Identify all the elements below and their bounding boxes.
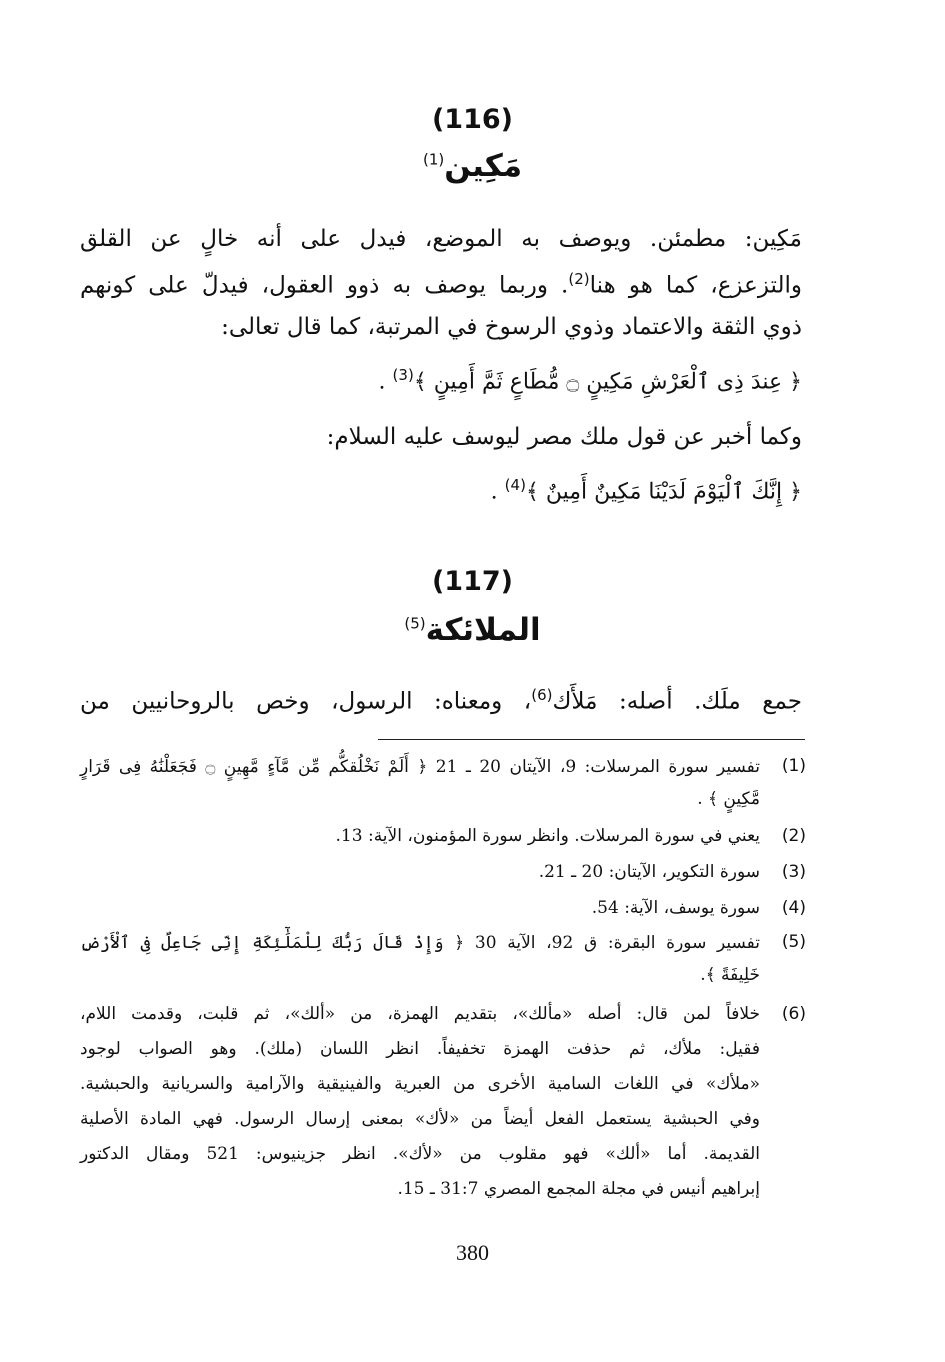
footnote-number: (2) <box>781 826 806 846</box>
footnote-ref: (2) <box>568 270 590 288</box>
footnote-line: خلافاً لمن قال: أصله «مألك»، بتقديم الهمزة، من «ألك»، ثم قلبت، وقدمت اللام، <box>80 1004 760 1024</box>
body-text-line: مَكِين: مطمئن. ويوصف به الموضع، فيدل على أنه خالٍ عن القلق <box>80 226 802 252</box>
body-text-fragment: جمع ملَك. أصله: مَلأَك <box>552 688 803 715</box>
body-text-line: ذوي الثقة والاعتماد وذوي الرسوخ في المرتبة، كما قال تعالى: <box>221 314 802 340</box>
body-text-line <box>80 686 802 715</box>
body-text-line: وكما أخبر عن قول ملك مصر ليوسف عليه السلام: <box>326 424 802 450</box>
footnote-number: (4) <box>781 898 806 918</box>
footnote-line: وفي الحبشية يستعمل الفعل أيضاً من «لأك» بمعنى إرسال الرسول. فهي المادة الأصلية <box>80 1109 760 1129</box>
body-text-fragment: ، ومعناه: الرسول، وخص بالروحانيين من <box>80 688 532 715</box>
footnote-line: سورة يوسف، الآية: 54. <box>591 898 760 918</box>
entry-title-text: الملائكة <box>425 612 541 648</box>
footnote-line: يعني في سورة المرسلات. وانظر سورة المؤمنون، الآية: 13. <box>335 826 760 846</box>
verse-end: . <box>490 479 498 505</box>
footnote-line: تفسير سورة البقرة: ق 92، الآية 30 ﴿ وَإِذْ قَالَ رَبُّكَ لِلْمَلَٰٓئِكَةِ إِنِّى جَاعِلٌ فِى ٱلْأَرْضِ <box>80 933 761 953</box>
footnote-line: إبراهيم أنيس في مجلة المجمع المصري 31:7 ـ 15. <box>397 1179 760 1199</box>
footnote-line: مَّكِينٍ ﴾ . <box>697 789 760 809</box>
entry-number-116: (116) <box>431 104 514 135</box>
footnote-number: (3) <box>781 862 806 882</box>
body-text-fragment: . وربما يوصف به ذوو العقول، فيدلّ على كونهم <box>80 272 569 299</box>
footnote-number: (6) <box>781 1004 806 1024</box>
footnote-line: سورة التكوير، الآيتان: 20 ـ 21. <box>538 862 760 882</box>
footnote-ref: (5) <box>404 614 426 633</box>
verse-text: ﴿ إِنَّكَ ٱلْيَوْمَ لَدَيْنَا مَكِينٌ أَمِينٌ ﴾ <box>525 479 802 505</box>
footnote-line: فقيل: ملأك، ثم حذفت الهمزة تخفيفاً. انظر اللسان (ملك). وهو الصواب لوجود <box>80 1039 760 1059</box>
quran-verse <box>80 366 802 394</box>
verse-end: . <box>378 369 386 395</box>
footnote-ref: (6) <box>531 686 553 704</box>
footnote-line: «ملأك» في اللغات السامية الأخرى من العبرية والفينيقية والآرامية والسريانية والحبشية. <box>80 1074 760 1094</box>
footnote-line: تفسير سورة المرسلات: 9، الآيتان 20 ـ 21 ﴿ أَلَمْ نَخْلُقكُّم مِّن مَّآءٍ مَّهِينٍ ۝ فَجَعَلْنَٰهُ فِى قَرَارٍ <box>80 757 761 777</box>
page-number: 380 <box>456 1240 489 1265</box>
footnote-number: (5) <box>781 932 806 952</box>
footnote-divider <box>378 739 805 740</box>
entry-title-text: مَكِين <box>444 148 523 184</box>
entry-title-malaika <box>0 612 945 648</box>
quran-verse <box>80 476 802 504</box>
verse-text: ﴿ عِندَ ذِى ٱلْعَرْشِ مَكِينٍ ۝ مُّطَاعٍ ثَمَّ أَمِينٍ ﴾ <box>413 369 802 395</box>
footnote-ref: (1) <box>422 150 445 169</box>
body-text-line <box>80 270 802 299</box>
footnote-line: خَلِيفَةً ﴾. <box>700 965 760 985</box>
entry-title-makin <box>0 148 945 184</box>
footnote-ref: (4) <box>504 476 526 494</box>
footnote-line: القديمة. أما «ألك» فهو مقلوب من «لأك». انظر جزينيوس: 521 ومقال الدكتور <box>80 1144 760 1164</box>
entry-number-117: (117) <box>431 566 514 597</box>
footnote-ref: (3) <box>392 366 414 384</box>
body-text-fragment: والتزعزع، كما هو هنا <box>589 272 802 299</box>
footnote-number: (1) <box>781 756 806 776</box>
